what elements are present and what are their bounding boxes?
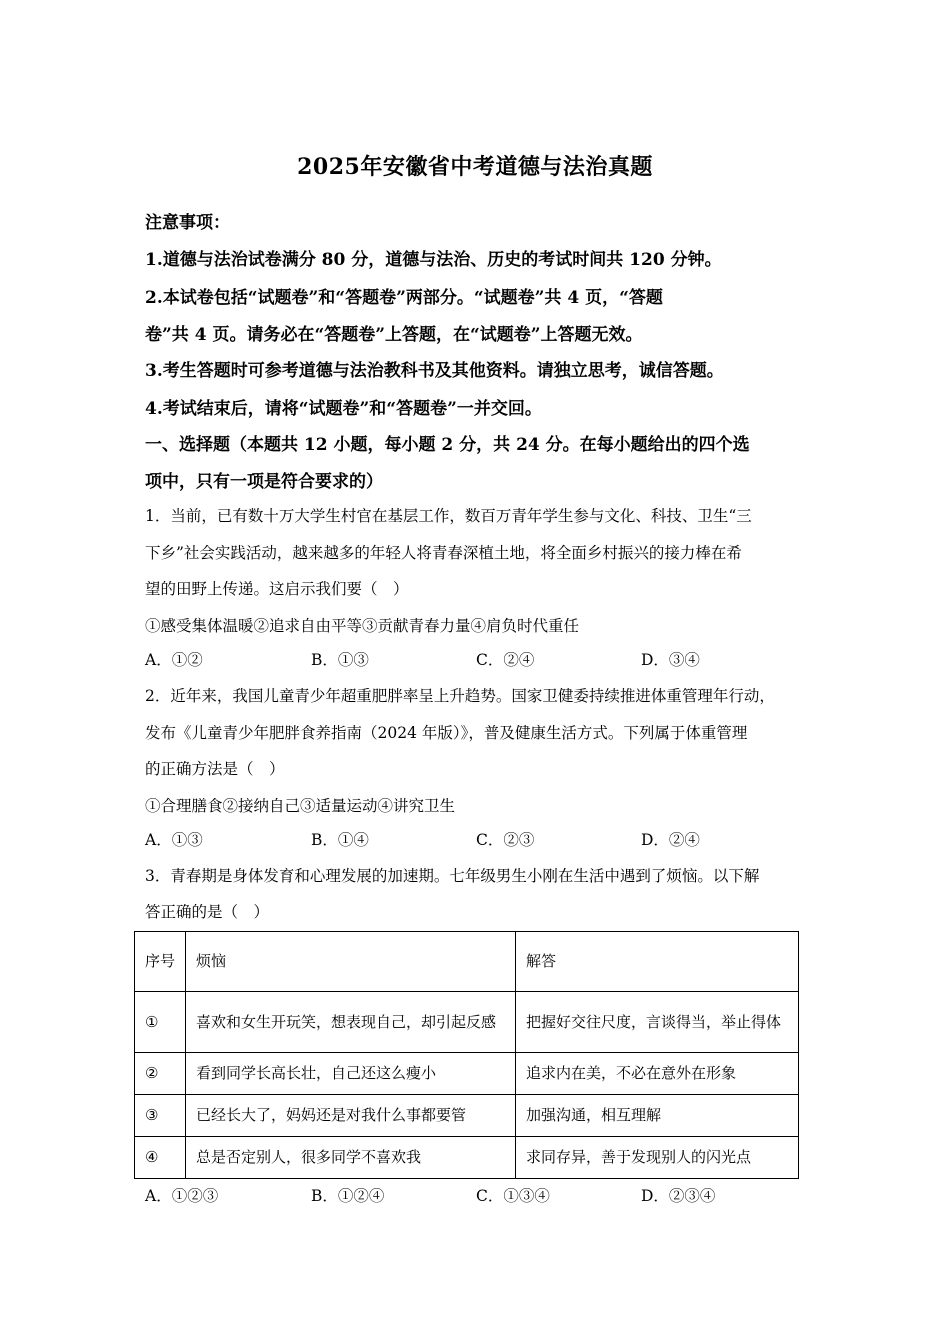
question-2-option-b[interactable]: B．①④ — [311, 831, 369, 849]
table-header-trouble: 烦恼 — [186, 932, 516, 992]
question-2-text: 发布《儿童青少年肥胖食养指南（2024 年版）》，普及健康生活方式。下列属于体重管理 — [145, 724, 748, 742]
table-cell-trouble: 喜欢和女生开玩笑，想表现自己，却引起反感 — [186, 992, 516, 1053]
notice-heading: 注意事项： — [145, 213, 230, 233]
question-2-text: 2．近年来，我国儿童青少年超重肥胖率呈上升趋势。国家卫健委持续推进体重管理年行动， — [145, 687, 775, 705]
question-1-option-d[interactable]: D．③④ — [641, 651, 700, 669]
question-3-option-d[interactable]: D．②③④ — [641, 1187, 716, 1205]
question-1-text: 下乡”社会实践活动，越来越多的年轻人将青春深植土地，将全面乡村振兴的接力棒在希 — [145, 544, 742, 562]
table-header-answer: 解答 — [516, 932, 799, 992]
notice-item: 4.考试结束后，请将“试题卷”和“答题卷”一并交回。 — [145, 399, 542, 419]
question-3-text: 3．青春期是身体发育和心理发展的加速期。七年级男生小刚在生活中遇到了烦恼。以下解 — [145, 867, 760, 885]
question-1-option-c[interactable]: C．②④ — [476, 651, 535, 669]
section-heading-cont: 项中，只有一项是符合要求的） — [145, 472, 383, 492]
question-2-text: 的正确方法是（ ） — [145, 760, 285, 778]
question-3-option-c[interactable]: C．①③④ — [476, 1187, 550, 1205]
table-cell-index: ① — [135, 992, 186, 1053]
table-cell-index: ③ — [135, 1095, 186, 1137]
table-row — [135, 992, 799, 1053]
question-1-text: 望的田野上传递。这启示我们要（ ） — [145, 580, 409, 598]
page-title: 2025年安徽省中考道德与法治真题 — [297, 154, 653, 180]
table-cell-index: ② — [135, 1053, 186, 1095]
table-cell-answer: 求同存异，善于发现别人的闪光点 — [516, 1137, 799, 1179]
table-cell-answer: 追求内在美，不必在意外在形象 — [516, 1053, 799, 1095]
notice-item: 2.本试卷包括“试题卷”和“答题卷”两部分。“试题卷”共 4 页，“答题 — [145, 288, 663, 308]
table-cell-trouble: 看到同学长高长壮，自己还这么瘦小 — [186, 1053, 516, 1095]
question-2-option-a[interactable]: A．①③ — [145, 831, 203, 849]
table-cell-trouble: 总是否定别人，很多同学不喜欢我 — [186, 1137, 516, 1179]
question-1-option-b[interactable]: B．①③ — [311, 651, 369, 669]
question-2-option-d[interactable]: D．②④ — [641, 831, 700, 849]
notice-item: 卷”共 4 页。请务必在“答题卷”上答题，在“试题卷”上答题无效。 — [145, 325, 643, 345]
question-3-option-b[interactable]: B．①②④ — [311, 1187, 385, 1205]
question-1-text: 1．当前，已有数十万大学生村官在基层工作，数百万青年学生参与文化、科技、卫生“三 — [145, 507, 752, 525]
question-2-option-c[interactable]: C．②③ — [476, 831, 535, 849]
notice-item: 1.道德与法治试卷满分 80 分，道德与法治、历史的考试时间共 120 分钟。 — [145, 250, 722, 270]
table-cell-answer: 加强沟通，相互理解 — [516, 1095, 799, 1137]
table-header-row — [135, 932, 799, 992]
table-cell-answer: 把握好交往尺度，言谈得当，举止得体 — [516, 992, 799, 1053]
question-1-choices: ①感受集体温暖②追求自由平等③贡献青春力量④肩负时代重任 — [145, 617, 580, 635]
table-cell-trouble: 已经长大了，妈妈还是对我什么事都要管 — [186, 1095, 516, 1137]
question-3-table — [134, 931, 799, 1179]
table-header-index: 序号 — [135, 932, 186, 992]
question-2-choices: ①合理膳食②接纳自己③适量运动④讲究卫生 — [145, 797, 456, 815]
section-heading: 一、选择题（本题共 12 小题，每小题 2 分，共 24 分。在每小题给出的四个选 — [145, 435, 750, 455]
table-row — [135, 1095, 799, 1137]
question-3-text: 答正确的是（ ） — [145, 903, 270, 921]
table-row — [135, 1053, 799, 1095]
table-cell-index: ④ — [135, 1137, 186, 1179]
question-3-option-a[interactable]: A．①②③ — [145, 1187, 219, 1205]
notice-item: 3.考生答题时可参考道德与法治教科书及其他资料。请独立思考，诚信答题。 — [145, 361, 724, 381]
question-1-option-a[interactable]: A．①② — [145, 651, 203, 669]
table-row — [135, 1137, 799, 1179]
